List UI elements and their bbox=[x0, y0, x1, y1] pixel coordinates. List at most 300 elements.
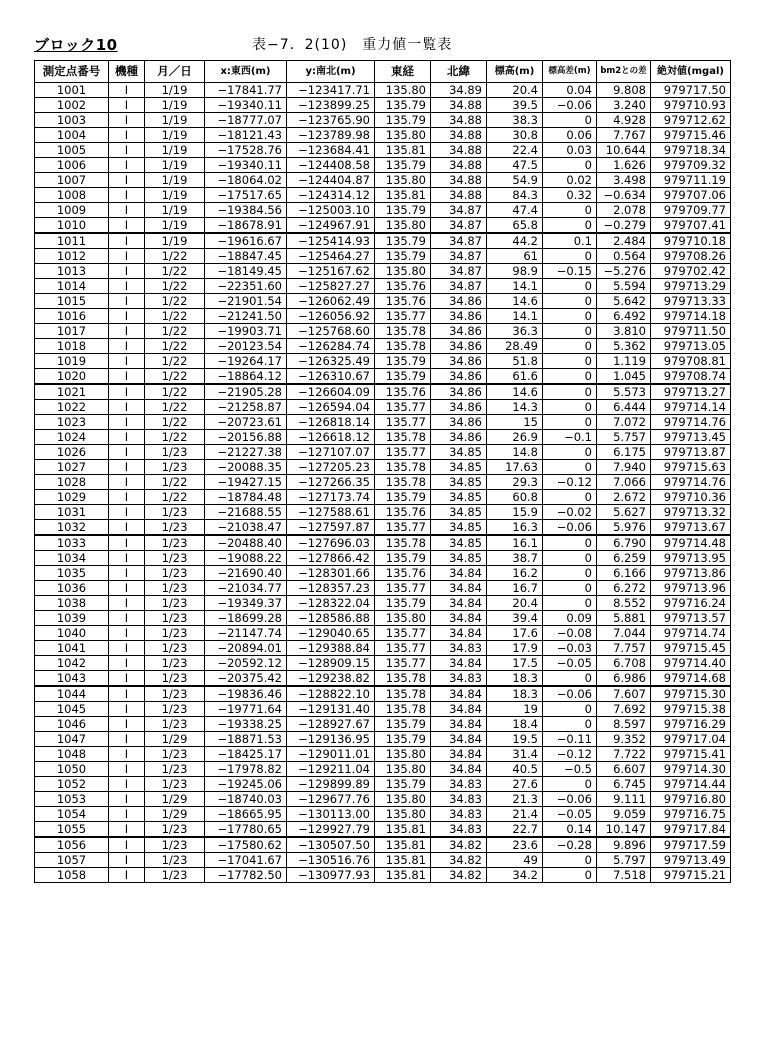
cell-longitude: 135.80 bbox=[375, 128, 431, 143]
cell-elevation-diff: −0.05 bbox=[543, 807, 597, 822]
cell-elevation: 47.4 bbox=[487, 203, 543, 218]
cell-absolute-gravity: 979710.18 bbox=[651, 233, 731, 249]
cell-y-coordinate: −124967.91 bbox=[287, 218, 375, 234]
cell-latitude: 34.84 bbox=[431, 686, 487, 702]
cell-y-coordinate: −123417.71 bbox=[287, 83, 375, 98]
cell-y-coordinate: −123765.90 bbox=[287, 113, 375, 128]
cell-y-coordinate: −125167.62 bbox=[287, 264, 375, 279]
cell-elevation: 39.4 bbox=[487, 611, 543, 626]
cell-elevation: 61.6 bbox=[487, 369, 543, 385]
cell-bm2-diff: 5.573 bbox=[597, 384, 651, 400]
cell-absolute-gravity: 979713.57 bbox=[651, 611, 731, 626]
cell-bm2-diff: 7.607 bbox=[597, 686, 651, 702]
cell-longitude: 135.76 bbox=[375, 279, 431, 294]
cell-elevation: 84.3 bbox=[487, 188, 543, 203]
cell-latitude: 34.84 bbox=[431, 762, 487, 777]
cell-elevation-diff: −0.06 bbox=[543, 792, 597, 807]
cell-latitude: 34.84 bbox=[431, 596, 487, 611]
cell-latitude: 34.89 bbox=[431, 83, 487, 98]
cell-y-coordinate: −123789.98 bbox=[287, 128, 375, 143]
cell-instrument: I bbox=[109, 792, 145, 807]
cell-y-coordinate: −126325.49 bbox=[287, 354, 375, 369]
table-row bbox=[35, 249, 731, 264]
cell-elevation-diff: 0 bbox=[543, 309, 597, 324]
cell-bm2-diff: −0.634 bbox=[597, 188, 651, 203]
cell-bm2-diff: 6.607 bbox=[597, 762, 651, 777]
cell-date: 1/23 bbox=[145, 853, 205, 868]
cell-latitude: 34.84 bbox=[431, 656, 487, 671]
cell-elevation-diff: 0 bbox=[543, 671, 597, 687]
cell-point-number: 1058 bbox=[35, 868, 109, 883]
cell-x-coordinate: −20723.61 bbox=[205, 415, 287, 430]
cell-point-number: 1008 bbox=[35, 188, 109, 203]
cell-bm2-diff: 5.362 bbox=[597, 339, 651, 354]
table-row bbox=[35, 128, 731, 143]
cell-latitude: 34.82 bbox=[431, 868, 487, 883]
table-row bbox=[35, 354, 731, 369]
cell-instrument: I bbox=[109, 686, 145, 702]
cell-point-number: 1003 bbox=[35, 113, 109, 128]
cell-x-coordinate: −18121.43 bbox=[205, 128, 287, 143]
cell-date: 1/23 bbox=[145, 671, 205, 687]
cell-latitude: 34.84 bbox=[431, 566, 487, 581]
cell-x-coordinate: −19340.11 bbox=[205, 98, 287, 113]
cell-instrument: I bbox=[109, 294, 145, 309]
cell-point-number: 1033 bbox=[35, 535, 109, 551]
cell-y-coordinate: −128909.15 bbox=[287, 656, 375, 671]
cell-instrument: I bbox=[109, 113, 145, 128]
cell-latitude: 34.85 bbox=[431, 535, 487, 551]
cell-elevation: 21.3 bbox=[487, 792, 543, 807]
cell-absolute-gravity: 979717.50 bbox=[651, 83, 731, 98]
cell-elevation-diff: −0.15 bbox=[543, 264, 597, 279]
cell-date: 1/22 bbox=[145, 264, 205, 279]
cell-date: 1/19 bbox=[145, 113, 205, 128]
cell-point-number: 1023 bbox=[35, 415, 109, 430]
table-row bbox=[35, 218, 731, 234]
cell-elevation: 18.4 bbox=[487, 717, 543, 732]
cell-point-number: 1017 bbox=[35, 324, 109, 339]
column-header-longitude: 東経 bbox=[375, 61, 431, 83]
table-row bbox=[35, 339, 731, 354]
cell-longitude: 135.81 bbox=[375, 188, 431, 203]
cell-x-coordinate: −21038.47 bbox=[205, 520, 287, 536]
cell-bm2-diff: 3.240 bbox=[597, 98, 651, 113]
cell-date: 1/22 bbox=[145, 415, 205, 430]
cell-date: 1/19 bbox=[145, 83, 205, 98]
cell-elevation-diff: 0 bbox=[543, 324, 597, 339]
cell-instrument: I bbox=[109, 853, 145, 868]
table-row bbox=[35, 777, 731, 792]
cell-absolute-gravity: 979715.30 bbox=[651, 686, 731, 702]
cell-instrument: I bbox=[109, 369, 145, 385]
column-header-date: 月／日 bbox=[145, 61, 205, 83]
cell-y-coordinate: −129011.01 bbox=[287, 747, 375, 762]
cell-instrument: I bbox=[109, 98, 145, 113]
cell-longitude: 135.78 bbox=[375, 671, 431, 687]
cell-y-coordinate: −125464.27 bbox=[287, 249, 375, 264]
cell-elevation-diff: −0.02 bbox=[543, 505, 597, 520]
cell-elevation-diff: 0 bbox=[543, 279, 597, 294]
table-row bbox=[35, 853, 731, 868]
table-row bbox=[35, 294, 731, 309]
cell-bm2-diff: 7.767 bbox=[597, 128, 651, 143]
cell-instrument: I bbox=[109, 551, 145, 566]
page-header bbox=[34, 34, 730, 56]
cell-absolute-gravity: 979713.49 bbox=[651, 853, 731, 868]
table-row bbox=[35, 475, 731, 490]
cell-elevation: 34.2 bbox=[487, 868, 543, 883]
cell-absolute-gravity: 979717.59 bbox=[651, 837, 731, 853]
cell-elevation-diff: 0 bbox=[543, 490, 597, 505]
cell-elevation-diff: 0 bbox=[543, 445, 597, 460]
cell-y-coordinate: −129238.82 bbox=[287, 671, 375, 687]
cell-instrument: I bbox=[109, 505, 145, 520]
cell-x-coordinate: −17978.82 bbox=[205, 762, 287, 777]
cell-longitude: 135.78 bbox=[375, 475, 431, 490]
cell-x-coordinate: −19245.06 bbox=[205, 777, 287, 792]
table-row bbox=[35, 143, 731, 158]
cell-y-coordinate: −129677.76 bbox=[287, 792, 375, 807]
cell-absolute-gravity: 979710.93 bbox=[651, 98, 731, 113]
cell-absolute-gravity: 979716.29 bbox=[651, 717, 731, 732]
cell-latitude: 34.83 bbox=[431, 777, 487, 792]
cell-elevation-diff: 0 bbox=[543, 868, 597, 883]
cell-elevation: 14.8 bbox=[487, 445, 543, 460]
cell-longitude: 135.79 bbox=[375, 203, 431, 218]
cell-date: 1/23 bbox=[145, 822, 205, 838]
cell-elevation: 15.9 bbox=[487, 505, 543, 520]
cell-point-number: 1004 bbox=[35, 128, 109, 143]
cell-absolute-gravity: 979713.45 bbox=[651, 430, 731, 445]
cell-latitude: 34.85 bbox=[431, 445, 487, 460]
cell-point-number: 1028 bbox=[35, 475, 109, 490]
cell-y-coordinate: −129211.04 bbox=[287, 762, 375, 777]
cell-date: 1/29 bbox=[145, 807, 205, 822]
cell-x-coordinate: −19349.37 bbox=[205, 596, 287, 611]
table-header-row bbox=[35, 61, 731, 83]
cell-bm2-diff: 1.626 bbox=[597, 158, 651, 173]
cell-point-number: 1029 bbox=[35, 490, 109, 505]
cell-point-number: 1022 bbox=[35, 400, 109, 415]
cell-elevation-diff: 0 bbox=[543, 203, 597, 218]
cell-latitude: 34.86 bbox=[431, 384, 487, 400]
cell-longitude: 135.79 bbox=[375, 717, 431, 732]
cell-y-coordinate: −127588.61 bbox=[287, 505, 375, 520]
cell-x-coordinate: −19616.67 bbox=[205, 233, 287, 249]
cell-x-coordinate: −21688.55 bbox=[205, 505, 287, 520]
cell-elevation: 26.9 bbox=[487, 430, 543, 445]
cell-date: 1/22 bbox=[145, 475, 205, 490]
column-header-bm2-diff: bm2との差 bbox=[597, 61, 651, 83]
cell-point-number: 1054 bbox=[35, 807, 109, 822]
cell-elevation: 23.6 bbox=[487, 837, 543, 853]
cell-instrument: I bbox=[109, 279, 145, 294]
cell-point-number: 1011 bbox=[35, 233, 109, 249]
cell-y-coordinate: −125003.10 bbox=[287, 203, 375, 218]
cell-elevation: 17.6 bbox=[487, 626, 543, 641]
cell-y-coordinate: −128301.66 bbox=[287, 566, 375, 581]
table-row bbox=[35, 792, 731, 807]
table-row bbox=[35, 732, 731, 747]
cell-y-coordinate: −129040.65 bbox=[287, 626, 375, 641]
cell-point-number: 1055 bbox=[35, 822, 109, 838]
cell-point-number: 1041 bbox=[35, 641, 109, 656]
cell-x-coordinate: −21690.40 bbox=[205, 566, 287, 581]
cell-date: 1/19 bbox=[145, 188, 205, 203]
column-header-point-number: 測定点番号 bbox=[35, 61, 109, 83]
table-row bbox=[35, 309, 731, 324]
cell-elevation-diff: 0.32 bbox=[543, 188, 597, 203]
cell-elevation-diff: −0.06 bbox=[543, 686, 597, 702]
cell-elevation-diff: 0 bbox=[543, 354, 597, 369]
cell-latitude: 34.88 bbox=[431, 128, 487, 143]
table-row bbox=[35, 551, 731, 566]
cell-point-number: 1046 bbox=[35, 717, 109, 732]
cell-longitude: 135.77 bbox=[375, 581, 431, 596]
cell-date: 1/22 bbox=[145, 324, 205, 339]
cell-elevation: 16.2 bbox=[487, 566, 543, 581]
cell-latitude: 34.85 bbox=[431, 505, 487, 520]
column-header-x: x:東西(m) bbox=[205, 61, 287, 83]
cell-latitude: 34.84 bbox=[431, 581, 487, 596]
cell-point-number: 1007 bbox=[35, 173, 109, 188]
cell-point-number: 1031 bbox=[35, 505, 109, 520]
cell-y-coordinate: −124314.12 bbox=[287, 188, 375, 203]
cell-y-coordinate: −128927.67 bbox=[287, 717, 375, 732]
cell-absolute-gravity: 979714.48 bbox=[651, 535, 731, 551]
cell-y-coordinate: −126818.14 bbox=[287, 415, 375, 430]
cell-point-number: 1010 bbox=[35, 218, 109, 234]
cell-absolute-gravity: 979715.38 bbox=[651, 702, 731, 717]
cell-elevation: 14.1 bbox=[487, 279, 543, 294]
cell-latitude: 34.83 bbox=[431, 671, 487, 687]
cell-point-number: 1018 bbox=[35, 339, 109, 354]
cell-longitude: 135.80 bbox=[375, 611, 431, 626]
cell-elevation: 16.1 bbox=[487, 535, 543, 551]
cell-absolute-gravity: 979708.74 bbox=[651, 369, 731, 385]
cell-absolute-gravity: 979716.24 bbox=[651, 596, 731, 611]
cell-x-coordinate: −19836.46 bbox=[205, 686, 287, 702]
cell-instrument: I bbox=[109, 158, 145, 173]
cell-x-coordinate: −19264.17 bbox=[205, 354, 287, 369]
cell-absolute-gravity: 979707.06 bbox=[651, 188, 731, 203]
table-row bbox=[35, 566, 731, 581]
cell-point-number: 1014 bbox=[35, 279, 109, 294]
cell-elevation-diff: −0.12 bbox=[543, 747, 597, 762]
cell-bm2-diff: 6.272 bbox=[597, 581, 651, 596]
cell-y-coordinate: −127597.87 bbox=[287, 520, 375, 536]
cell-elevation: 27.6 bbox=[487, 777, 543, 792]
cell-date: 1/23 bbox=[145, 762, 205, 777]
cell-point-number: 1001 bbox=[35, 83, 109, 98]
cell-longitude: 135.80 bbox=[375, 218, 431, 234]
cell-elevation-diff: −0.08 bbox=[543, 626, 597, 641]
cell-absolute-gravity: 979708.26 bbox=[651, 249, 731, 264]
cell-latitude: 34.84 bbox=[431, 626, 487, 641]
cell-bm2-diff: 6.175 bbox=[597, 445, 651, 460]
cell-y-coordinate: −128357.23 bbox=[287, 581, 375, 596]
cell-instrument: I bbox=[109, 339, 145, 354]
cell-latitude: 34.85 bbox=[431, 551, 487, 566]
cell-x-coordinate: −18149.45 bbox=[205, 264, 287, 279]
cell-instrument: I bbox=[109, 128, 145, 143]
table-row bbox=[35, 717, 731, 732]
cell-date: 1/23 bbox=[145, 702, 205, 717]
cell-x-coordinate: −18425.17 bbox=[205, 747, 287, 762]
cell-y-coordinate: −127266.35 bbox=[287, 475, 375, 490]
cell-elevation-diff: 0.02 bbox=[543, 173, 597, 188]
cell-bm2-diff: 9.059 bbox=[597, 807, 651, 822]
cell-y-coordinate: −130977.93 bbox=[287, 868, 375, 883]
table-row bbox=[35, 264, 731, 279]
cell-bm2-diff: 0.564 bbox=[597, 249, 651, 264]
cell-elevation: 14.1 bbox=[487, 309, 543, 324]
cell-date: 1/23 bbox=[145, 596, 205, 611]
table-row bbox=[35, 868, 731, 883]
table-row bbox=[35, 656, 731, 671]
cell-absolute-gravity: 979702.42 bbox=[651, 264, 731, 279]
cell-point-number: 1026 bbox=[35, 445, 109, 460]
cell-instrument: I bbox=[109, 430, 145, 445]
column-header-elevation: 標高(m) bbox=[487, 61, 543, 83]
cell-point-number: 1006 bbox=[35, 158, 109, 173]
cell-longitude: 135.77 bbox=[375, 641, 431, 656]
cell-bm2-diff: 6.259 bbox=[597, 551, 651, 566]
column-header-latitude: 北緯 bbox=[431, 61, 487, 83]
cell-instrument: I bbox=[109, 400, 145, 415]
table-row bbox=[35, 173, 731, 188]
cell-y-coordinate: −123684.41 bbox=[287, 143, 375, 158]
cell-date: 1/23 bbox=[145, 535, 205, 551]
table-row bbox=[35, 83, 731, 98]
cell-x-coordinate: −18699.28 bbox=[205, 611, 287, 626]
table-row bbox=[35, 415, 731, 430]
cell-y-coordinate: −129899.89 bbox=[287, 777, 375, 792]
cell-y-coordinate: −127696.03 bbox=[287, 535, 375, 551]
cell-longitude: 135.79 bbox=[375, 354, 431, 369]
cell-elevation-diff: −0.03 bbox=[543, 641, 597, 656]
cell-longitude: 135.79 bbox=[375, 777, 431, 792]
cell-absolute-gravity: 979713.87 bbox=[651, 445, 731, 460]
cell-bm2-diff: 6.708 bbox=[597, 656, 651, 671]
table-row bbox=[35, 671, 731, 687]
table-title: 表−7．2(10) 重力値一覧表 bbox=[252, 37, 453, 53]
table-row bbox=[35, 324, 731, 339]
cell-longitude: 135.78 bbox=[375, 339, 431, 354]
cell-y-coordinate: −129136.95 bbox=[287, 732, 375, 747]
cell-instrument: I bbox=[109, 837, 145, 853]
cell-y-coordinate: −130507.50 bbox=[287, 837, 375, 853]
cell-absolute-gravity: 979717.84 bbox=[651, 822, 731, 838]
cell-x-coordinate: −21147.74 bbox=[205, 626, 287, 641]
table-row bbox=[35, 641, 731, 656]
cell-date: 1/23 bbox=[145, 566, 205, 581]
cell-elevation: 98.9 bbox=[487, 264, 543, 279]
cell-x-coordinate: −19384.56 bbox=[205, 203, 287, 218]
cell-elevation-diff: 0 bbox=[543, 853, 597, 868]
cell-elevation: 17.63 bbox=[487, 460, 543, 475]
cell-instrument: I bbox=[109, 249, 145, 264]
cell-date: 1/29 bbox=[145, 792, 205, 807]
cell-latitude: 34.85 bbox=[431, 475, 487, 490]
cell-date: 1/22 bbox=[145, 354, 205, 369]
cell-date: 1/19 bbox=[145, 218, 205, 234]
cell-elevation-diff: 0 bbox=[543, 596, 597, 611]
cell-instrument: I bbox=[109, 354, 145, 369]
table-row bbox=[35, 747, 731, 762]
cell-bm2-diff: −5.276 bbox=[597, 264, 651, 279]
cell-elevation-diff: 0 bbox=[543, 777, 597, 792]
cell-instrument: I bbox=[109, 384, 145, 400]
cell-instrument: I bbox=[109, 641, 145, 656]
cell-bm2-diff: 5.976 bbox=[597, 520, 651, 536]
cell-absolute-gravity: 979710.36 bbox=[651, 490, 731, 505]
cell-absolute-gravity: 979713.95 bbox=[651, 551, 731, 566]
cell-point-number: 1002 bbox=[35, 98, 109, 113]
cell-elevation: 21.4 bbox=[487, 807, 543, 822]
cell-latitude: 34.82 bbox=[431, 837, 487, 853]
cell-date: 1/22 bbox=[145, 430, 205, 445]
cell-latitude: 34.88 bbox=[431, 113, 487, 128]
cell-latitude: 34.85 bbox=[431, 460, 487, 475]
cell-latitude: 34.86 bbox=[431, 309, 487, 324]
cell-point-number: 1016 bbox=[35, 309, 109, 324]
cell-longitude: 135.77 bbox=[375, 656, 431, 671]
cell-absolute-gravity: 979711.50 bbox=[651, 324, 731, 339]
cell-x-coordinate: −19427.15 bbox=[205, 475, 287, 490]
cell-elevation-diff: 0 bbox=[543, 717, 597, 732]
cell-elevation: 15 bbox=[487, 415, 543, 430]
cell-point-number: 1045 bbox=[35, 702, 109, 717]
cell-absolute-gravity: 979714.30 bbox=[651, 762, 731, 777]
cell-y-coordinate: −124408.58 bbox=[287, 158, 375, 173]
cell-absolute-gravity: 979713.96 bbox=[651, 581, 731, 596]
cell-y-coordinate: −125827.27 bbox=[287, 279, 375, 294]
cell-elevation-diff: 0.14 bbox=[543, 822, 597, 838]
cell-y-coordinate: −126310.67 bbox=[287, 369, 375, 385]
cell-x-coordinate: −20123.54 bbox=[205, 339, 287, 354]
cell-x-coordinate: −20088.35 bbox=[205, 460, 287, 475]
cell-instrument: I bbox=[109, 535, 145, 551]
cell-longitude: 135.81 bbox=[375, 837, 431, 853]
cell-absolute-gravity: 979718.34 bbox=[651, 143, 731, 158]
cell-point-number: 1013 bbox=[35, 264, 109, 279]
cell-bm2-diff: 9.111 bbox=[597, 792, 651, 807]
cell-point-number: 1047 bbox=[35, 732, 109, 747]
cell-elevation-diff: 0 bbox=[543, 400, 597, 415]
cell-elevation: 30.8 bbox=[487, 128, 543, 143]
cell-latitude: 34.84 bbox=[431, 732, 487, 747]
cell-date: 1/22 bbox=[145, 369, 205, 385]
cell-elevation-diff: 0.03 bbox=[543, 143, 597, 158]
cell-date: 1/22 bbox=[145, 309, 205, 324]
cell-longitude: 135.76 bbox=[375, 566, 431, 581]
table-row bbox=[35, 279, 731, 294]
cell-bm2-diff: 3.498 bbox=[597, 173, 651, 188]
cell-elevation: 20.4 bbox=[487, 83, 543, 98]
cell-date: 1/23 bbox=[145, 460, 205, 475]
cell-point-number: 1044 bbox=[35, 686, 109, 702]
cell-x-coordinate: −21241.50 bbox=[205, 309, 287, 324]
cell-longitude: 135.81 bbox=[375, 143, 431, 158]
cell-instrument: I bbox=[109, 218, 145, 234]
cell-point-number: 1012 bbox=[35, 249, 109, 264]
cell-date: 1/19 bbox=[145, 128, 205, 143]
cell-bm2-diff: 9.352 bbox=[597, 732, 651, 747]
table-row bbox=[35, 626, 731, 641]
cell-latitude: 34.86 bbox=[431, 324, 487, 339]
